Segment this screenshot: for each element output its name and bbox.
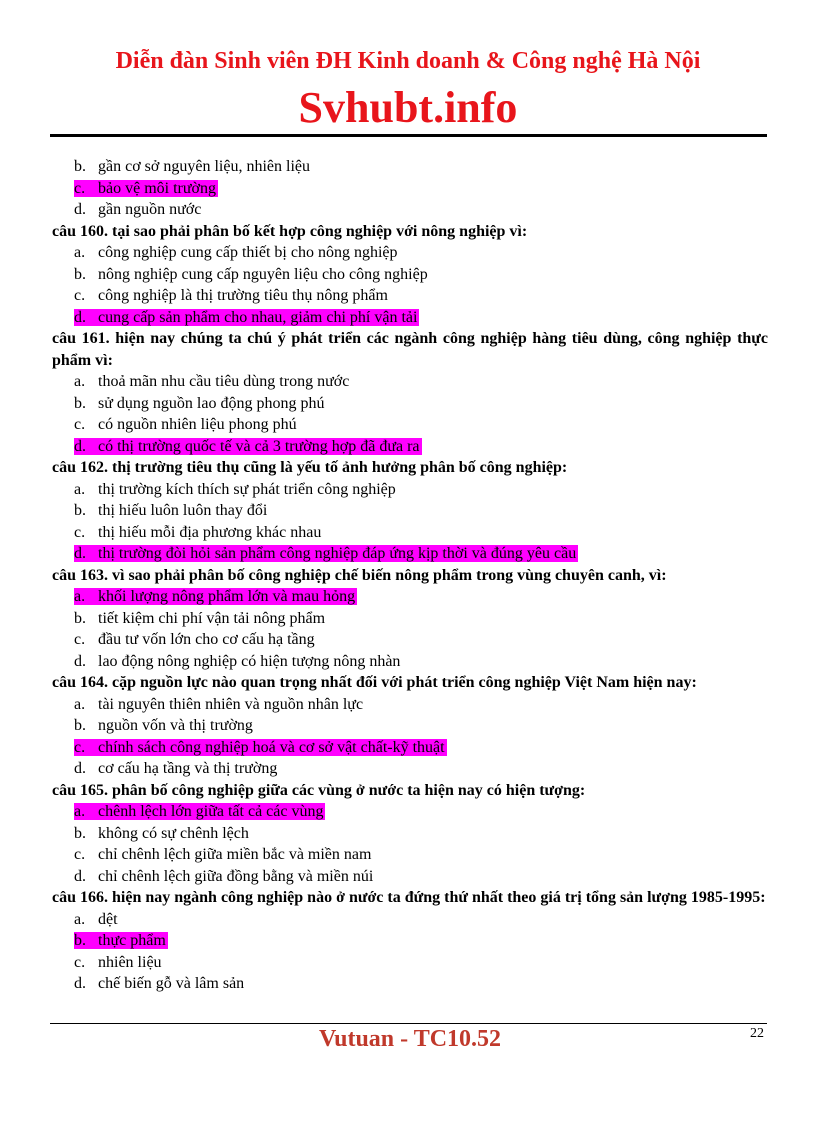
- option-letter: b.: [74, 717, 86, 734]
- option-letter: c.: [74, 416, 86, 433]
- answer-option: [52, 629, 768, 651]
- answer-option-correct: [52, 178, 768, 200]
- answer-option: [52, 952, 768, 974]
- answer-option: [52, 823, 768, 845]
- answer-highlight: [74, 309, 419, 326]
- option-letter: a.: [74, 588, 86, 605]
- option-text: gần cơ sở nguyên liệu, nhiên liệu: [98, 158, 310, 175]
- option-text: chỉ chênh lệch giữa đồng bằng và miền núi: [98, 867, 374, 885]
- option-text: thị hiếu mỗi địa phương khác nhau: [98, 523, 322, 541]
- question-text: câu 162. thị trường tiêu thụ cũng là yếu tố ảnh hưởng phân bố công nghiệp:: [52, 459, 568, 476]
- answer-highlight: [74, 438, 422, 455]
- answer-option-correct: [52, 586, 768, 608]
- answer-option: [52, 414, 768, 436]
- option-letter: c.: [74, 738, 86, 756]
- answer-option: [52, 393, 768, 415]
- answer-highlight: [74, 932, 168, 949]
- option-text: tài nguyên thiên nhiên và nguồn nhân lực: [98, 695, 364, 713]
- option-text: nông nghiệp cung cấp nguyên liệu cho công nghiệp: [98, 265, 428, 283]
- answer-option: [52, 651, 768, 673]
- forum-title: Diễn đàn Sinh viên ĐH Kinh doanh & Công nghệ Hà Nội: [115, 48, 701, 74]
- option-text: đầu tư vốn lớn cho cơ cấu hạ tầng: [98, 631, 315, 648]
- option-text: công nghiệp cung cấp thiết bị cho nông nghiệp: [98, 244, 398, 261]
- answer-option: [52, 715, 768, 737]
- option-letter: d.: [74, 545, 86, 562]
- option-letter: a.: [74, 910, 86, 928]
- question-text: câu 164. cặp nguồn lực nào quan trọng nhất đối với phát triển công nghiệp Việt Nam hiện nay:: [52, 674, 697, 691]
- option-text: sử dụng nguồn lao động phong phú: [98, 394, 325, 412]
- option-letter: c.: [74, 631, 86, 648]
- answer-option: [52, 199, 768, 221]
- option-text: chỉ chênh lệch giữa miền bắc và miền nam: [98, 846, 372, 863]
- option-text: cung cấp sản phẩm cho nhau, giảm chi phí vận tải: [98, 308, 418, 326]
- option-letter: c.: [74, 179, 86, 197]
- option-text: nguồn vốn và thị trường: [98, 717, 253, 734]
- question-text: câu 163. vì sao phải phân bố công nghiệp chế biến nông phẩm trong vùng chuyên canh, vì:: [52, 566, 667, 584]
- answer-option: [52, 973, 768, 995]
- answer-highlight: [74, 545, 578, 562]
- answer-highlight: [74, 180, 218, 197]
- answer-option-correct: [52, 307, 768, 329]
- option-letter: a.: [74, 373, 86, 390]
- option-text: không có sự chênh lệch: [98, 824, 249, 842]
- answer-option-correct: [52, 737, 768, 759]
- answer-option-correct: [52, 930, 768, 952]
- option-text: có nguồn nhiên liệu phong phú: [98, 416, 297, 433]
- option-letter: a.: [74, 244, 86, 261]
- option-letter: b.: [74, 932, 86, 949]
- answer-option: [52, 866, 768, 888]
- answer-option: [52, 285, 768, 307]
- answer-option: [52, 371, 768, 393]
- answer-option: [52, 522, 768, 544]
- option-text: chế biến gỗ và lâm sản: [98, 975, 245, 992]
- option-letter: a.: [74, 695, 86, 713]
- answer-option-correct: [52, 436, 768, 458]
- answer-option: [52, 242, 768, 264]
- answer-highlight: [74, 803, 325, 820]
- option-letter: c.: [74, 287, 86, 304]
- option-text: công nghiệp là thị trường tiêu thụ nông phẩm: [98, 287, 388, 304]
- answer-option: [52, 479, 768, 501]
- answer-option-correct: [52, 543, 768, 565]
- option-letter: c.: [74, 523, 86, 541]
- question-list: [52, 156, 768, 995]
- option-text: chênh lệch lớn giữa tất cả các vùng: [98, 803, 324, 820]
- answer-option: [52, 264, 768, 286]
- option-text: gần nguồn nước: [98, 201, 202, 218]
- option-text: cơ cấu hạ tầng và thị trường: [98, 760, 278, 777]
- answer-option: [52, 694, 768, 716]
- option-letter: a.: [74, 480, 86, 498]
- footer-divider: [50, 1023, 767, 1024]
- option-text: thị trường kích thích sự phát triển công nghiệp: [98, 480, 396, 498]
- option-text: chính sách công nghiệp hoá và cơ sở vật chất-kỹ thuật: [98, 738, 445, 756]
- answer-option: [52, 909, 768, 931]
- option-text: thực phẩm: [98, 932, 166, 949]
- option-text: bảo vệ môi trường: [98, 179, 216, 197]
- option-letter: b.: [74, 158, 86, 175]
- option-letter: b.: [74, 502, 86, 519]
- option-letter: d.: [74, 652, 86, 670]
- option-letter: b.: [74, 824, 86, 842]
- question-text: câu 160. tại sao phải phân bố kết hợp công nghiệp với nông nghiệp vì:: [52, 222, 528, 240]
- answer-option: [52, 500, 768, 522]
- option-letter: b.: [74, 265, 86, 283]
- option-letter: a.: [74, 803, 86, 820]
- option-text: thị trường đòi hỏi sản phẩm công nghiệp đáp ứng kịp thời và đúng yêu cầu: [98, 545, 577, 562]
- answer-option: [52, 156, 768, 178]
- option-letter: c.: [74, 953, 86, 971]
- option-letter: d.: [74, 308, 86, 326]
- option-text: nhiên liệu: [98, 953, 162, 971]
- answer-option-correct: [52, 801, 768, 823]
- page-number: 22: [750, 1026, 764, 1041]
- option-letter: c.: [74, 846, 86, 863]
- question-text: câu 166. hiện nay ngành công nghiệp nào ở nước ta đứng thứ nhất theo giá trị tổng sản lượng 1985-1995:: [52, 889, 766, 906]
- answer-option: [52, 608, 768, 630]
- question-text: câu 165. phân bố công nghiệp giữa các vùng ở nước ta hiện nay có hiện tượng:: [52, 781, 586, 799]
- option-text: dệt: [98, 910, 118, 928]
- option-letter: d.: [74, 201, 86, 218]
- option-text: tiết kiệm chi phí vận tải nông phẩm: [98, 609, 326, 627]
- option-letter: b.: [74, 394, 86, 412]
- site-name: Svhubt.info: [298, 83, 518, 132]
- option-text: có thị trường quốc tế và cả 3 trường hợp đã đưa ra: [98, 437, 420, 455]
- option-letter: d.: [74, 975, 86, 992]
- option-text: thị hiếu luôn luôn thay đổi: [98, 502, 268, 519]
- answer-option: [52, 844, 768, 866]
- option-text: khối lượng nông phẩm lớn và mau hỏng: [98, 588, 356, 605]
- footer-author: Vutuan - TC10.52: [318, 1026, 502, 1052]
- answer-highlight: [74, 739, 447, 756]
- option-text: lao động nông nghiệp có hiện tượng nông nhàn: [98, 652, 401, 670]
- option-letter: d.: [74, 760, 86, 777]
- header-divider: [50, 134, 767, 137]
- option-text: thoả mãn nhu cầu tiêu dùng trong nước: [98, 373, 350, 390]
- option-letter: d.: [74, 437, 86, 455]
- option-letter: d.: [74, 867, 86, 885]
- answer-option: [52, 758, 768, 780]
- question-text: câu 161. hiện nay chúng ta chú ý phát triển các ngành công nghiệp hàng tiêu dùng, công nghiệp thực phẩm vì:: [52, 330, 768, 369]
- answer-highlight: [74, 588, 357, 605]
- option-letter: b.: [74, 609, 86, 627]
